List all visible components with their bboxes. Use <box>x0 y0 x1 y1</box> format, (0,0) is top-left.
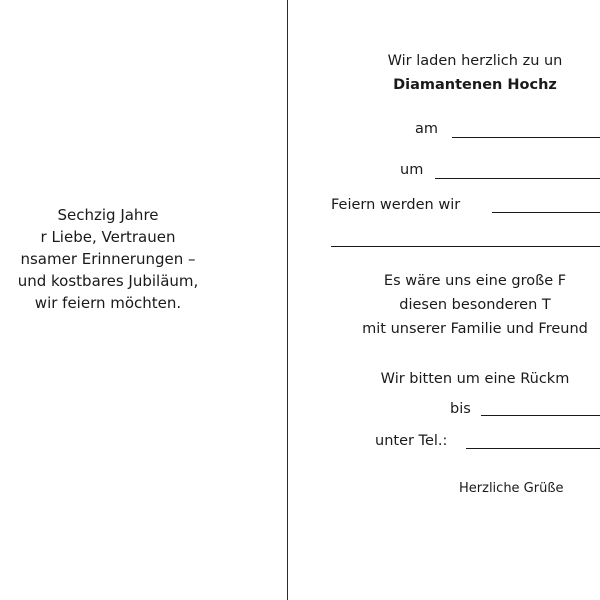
rsvp-request: Wir bitten um eine Rückm <box>380 371 570 387</box>
time-label: um <box>400 162 424 178</box>
poem-line-3: nsamer Erinnerungen – <box>20 250 196 268</box>
date-fill-line <box>452 137 600 138</box>
joy-line-1: Es wäre uns eine große F <box>383 273 567 289</box>
poem-line-2: r Liebe, Vertrauen <box>40 228 176 246</box>
place-fill-line <box>492 212 600 213</box>
rsvp-phone-label: unter Tel.: <box>375 433 448 449</box>
poem-line-4: und kostbares Jubiläum, <box>17 272 199 290</box>
joy-line-3: mit unserer Familie und Freund <box>362 321 588 337</box>
invitation-occasion: Diamantenen Hochz <box>393 77 557 93</box>
rsvp-phone-fill-line <box>466 448 600 449</box>
rsvp-until-fill-line <box>481 415 600 416</box>
date-label: am <box>415 121 439 137</box>
rsvp-until-label: bis <box>450 401 471 417</box>
joy-line-2: diesen besonderen T <box>399 297 551 313</box>
poem-line-5: wir feiern möchten. <box>34 294 182 312</box>
place-label: Feiern werden wir <box>331 197 461 213</box>
place-extra-fill-line <box>331 246 600 247</box>
invitation-intro: Wir laden herzlich zu un <box>387 53 563 69</box>
poem-line-1: Sechzig Jahre <box>57 206 159 224</box>
closing-greeting: Herzliche Grüße <box>459 481 564 496</box>
time-fill-line <box>435 178 600 179</box>
